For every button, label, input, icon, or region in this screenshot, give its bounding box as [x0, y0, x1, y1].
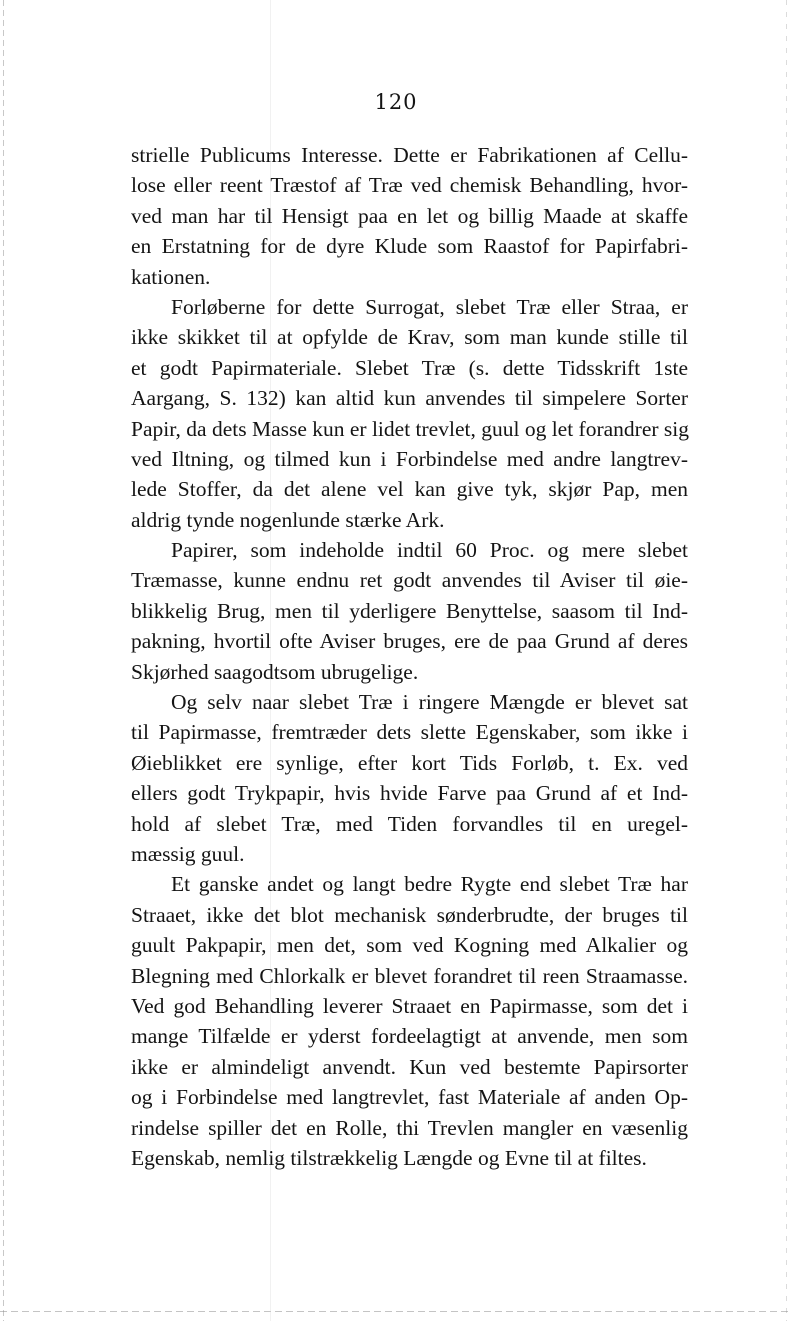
scan-edge-bottom — [0, 1311, 792, 1312]
text-line: Blegning med Chlorkalk er blevet forandret til reen Straamasse. — [131, 963, 688, 988]
text-line: aldrig tynde nogenlunde stærke Ark. — [131, 507, 445, 532]
text-line: Og selv naar slebet Træ i ringere Mængde er blevet sat — [171, 690, 688, 715]
paragraph — [131, 140, 688, 292]
scan-edge-left — [3, 0, 4, 1321]
scan-edge-right — [786, 0, 787, 1321]
text-line: pakning, hvortil ofte Aviser bruges, ere de paa Grund af deres — [131, 629, 688, 654]
body-text — [131, 140, 688, 1173]
text-line: et godt Papirmateriale. Slebet Træ (s. dette Tidsskrift 1ste — [131, 355, 688, 380]
text-line: ved man har til Hensigt paa en let og billig Maade at skaffe — [131, 203, 688, 228]
text-line: mange Tilfælde er yderst fordeelagtigt at anvende, men som — [131, 1024, 688, 1049]
text-line: Forløberne for dette Surrogat, slebet Træ eller Straa, er — [171, 294, 688, 319]
paragraph — [131, 687, 688, 869]
text-line: lede Stoffer, da det alene vel kan give tyk, skjør Pap, men — [131, 477, 688, 502]
text-line: ved Iltning, og tilmed kun i Forbindelse med andre langtrev- — [131, 446, 688, 471]
text-line: en Erstatning for de dyre Klude som Raastof for Papirfabri- — [131, 234, 688, 259]
paragraph — [131, 869, 688, 1173]
text-line: Papir, da dets Masse kun er lidet trevlet, guul og let forandrer sig — [131, 416, 689, 441]
text-line: rindelse spiller det en Rolle, thi Trevlen mangler en væsenlig — [131, 1115, 688, 1140]
text-line: strielle Publicums Interesse. Dette er Fabrikationen af Cellu- — [131, 143, 688, 167]
text-line: Straaet, ikke det blot mechanisk sønderbrudte, der bruges til — [131, 902, 688, 927]
text-line: Papirer, som indeholde indtil 60 Proc. og mere slebet — [171, 538, 688, 563]
text-line: lose eller reent Træstof af Træ ved chemisk Behandling, hvor- — [131, 173, 688, 198]
text-line: Træmasse, kunne endnu ret godt anvendes til Aviser til øie- — [131, 568, 688, 593]
text-line: Egenskab, nemlig tilstrækkelig Længde og Evne til at filtes. — [131, 1145, 647, 1170]
text-line: Skjørhed saagodtsom ubrugelige. — [131, 659, 419, 684]
text-line: kationen. — [131, 264, 211, 289]
page-number: 120 — [374, 90, 418, 114]
text-line: Ved god Behandling leverer Straaet en Papirmasse, som det i — [131, 993, 688, 1018]
paragraph — [131, 535, 688, 687]
text-line: guult Pakpapir, men det, som ved Kogning med Alkalier og — [131, 933, 688, 958]
text-line: ikke skikket til at opfylde de Krav, som man kunde stille til — [131, 325, 688, 350]
text-line: ikke er almindeligt anvendt. Kun ved bestemte Papirsorter — [131, 1054, 688, 1079]
text-line: blikkelig Brug, men til yderligere Benyttelse, saasom til Ind- — [131, 598, 688, 623]
text-line: mæssig guul. — [131, 841, 245, 866]
text-line: ellers godt Trykpapir, hvis hvide Farve paa Grund af et Ind- — [131, 781, 688, 806]
text-line: hold af slebet Træ, med Tiden forvandles til en uregel- — [131, 811, 688, 836]
text-line: og i Forbindelse med langtrevlet, fast Materiale af anden Op- — [131, 1085, 688, 1110]
text-line: Et ganske andet og langt bedre Rygte end slebet Træ har — [171, 872, 688, 897]
text-line: Øieblikket ere synlige, efter kort Tids Forløb, t. Ex. ved — [131, 750, 688, 775]
text-line: Aargang, S. 132) kan altid kun anvendes til simpelere Sorter — [131, 386, 688, 411]
text-line: til Papirmasse, fremtræder dets slette Egenskaber, som ikke i — [131, 720, 688, 745]
paragraph — [131, 292, 688, 535]
